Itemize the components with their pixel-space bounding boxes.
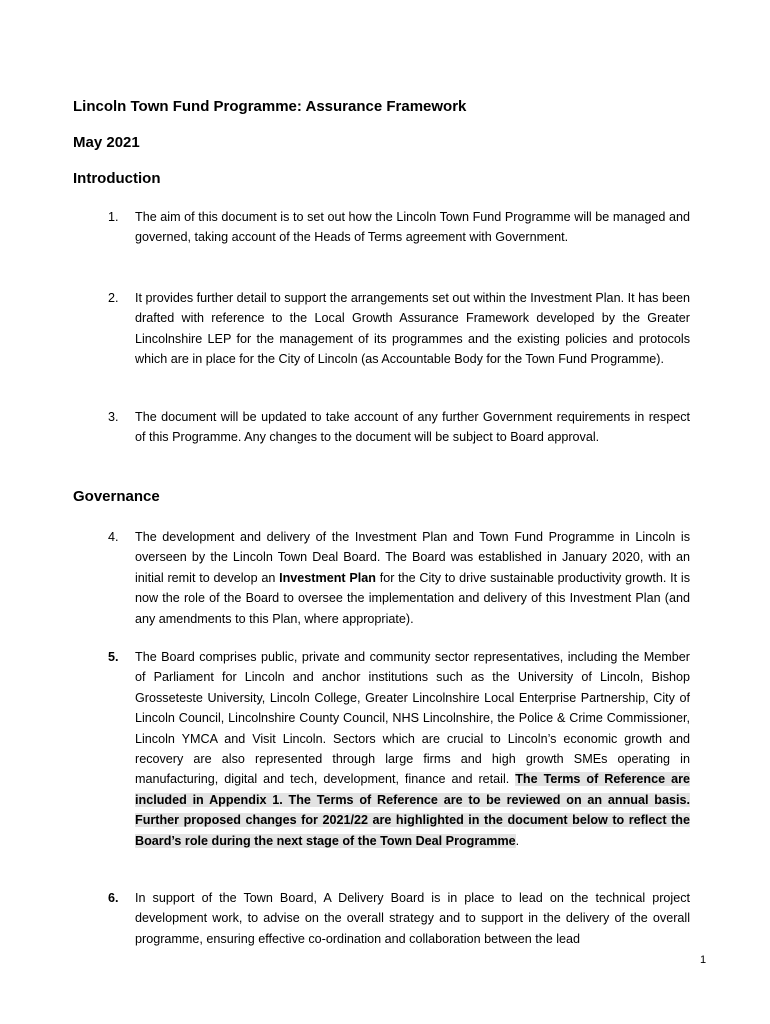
paragraph-number: 2.: [108, 291, 119, 305]
numbered-paragraph: [108, 527, 690, 629]
paragraph-number: 3.: [108, 410, 119, 424]
numbered-paragraph: [108, 407, 690, 448]
paragraph-text-start: The development and delivery of the Investment Plan and Town Fund Programme in Lincoln is overseen by the Lincoln Town Deal Board. The Board was established in January 2020, with an initial remit to develop an: [135, 530, 690, 585]
paragraph-number: 1.: [108, 210, 119, 224]
numbered-paragraph: [108, 207, 690, 248]
paragraph-text: In support of the Town Board, A Delivery Board is in place to lead on the technical project development work, to advise on the overall strategy and to support in the delivery of the overall programme, ensuring effective co-ordination and collaboration between the lead: [135, 891, 690, 946]
paragraph-text-end: .: [515, 833, 520, 848]
paragraph-text-main: The Board comprises public, private and community sector representatives, including the Member of Parliament for Lincoln and anchor institutions such as the University of Lincoln, Bishop Grosseteste University, Lincoln College, Greater Lincolnshire Local Enterprise Partnership, City of Lincoln Council, Lincolnshire County Council, NHS Lincolnshire, the Police & Crime Commissioner, Lincoln YMCA and Visit Lincoln. Sectors which are crucial to Lincoln’s economic growth and recovery are also represented through large firms and high growth SMEs operating in manufacturing, digital and tech, development, finance and retail.: [135, 650, 690, 787]
paragraph-text-end: for the City to drive sustainable productivity growth. It is now the role of the Board to oversee the implementation and delivery of this Investment Plan (and any amendments to this Plan, where appropriate).: [135, 570, 690, 626]
paragraph-text: It provides further detail to support the arrangements set out within the Investment Plan. It has been drafted with reference to the Local Growth Assurance Framework developed by the Greater Lincolnshire LEP for the management of its programmes and the existing policies and protocols which are in place for the City of Lincoln (as Accountable Body for the Town Fund Programme).: [135, 291, 690, 367]
bold-term-investment-plan: Investment Plan: [279, 570, 376, 585]
paragraph-text: The document will be updated to take account of any further Government requirements in respect of this Programme. Any changes to the document will be subject to Board approval.: [135, 410, 690, 445]
section-heading-governance: Governance: [73, 488, 160, 505]
highlighted-text: The Terms of Reference are included in Appendix 1. The Terms of Reference are to be reviewed on an annual basis. Further proposed changes for 2021/22 are highlighted in the document below to reflect the Board’s role during the next stage of the Town Deal Programme: [135, 772, 691, 848]
paragraph-number: 6.: [108, 891, 119, 905]
numbered-paragraph: [108, 647, 690, 851]
document-title: Lincoln Town Fund Programme: Assurance Framework: [73, 98, 467, 115]
paragraph-text: [135, 647, 690, 851]
page-number: 1: [700, 954, 707, 966]
paragraph-number: 4.: [108, 530, 119, 544]
document-date: May 2021: [73, 134, 140, 151]
paragraph-text: The aim of this document is to set out how the Lincoln Town Fund Programme will be managed and governed, taking account of the Heads of Terms agreement with Government.: [135, 210, 690, 245]
numbered-paragraph: [108, 888, 690, 949]
paragraph-number: 5.: [108, 650, 119, 664]
numbered-paragraph: [108, 288, 690, 370]
paragraph-text: [135, 527, 690, 629]
section-heading-introduction: Introduction: [73, 170, 161, 187]
